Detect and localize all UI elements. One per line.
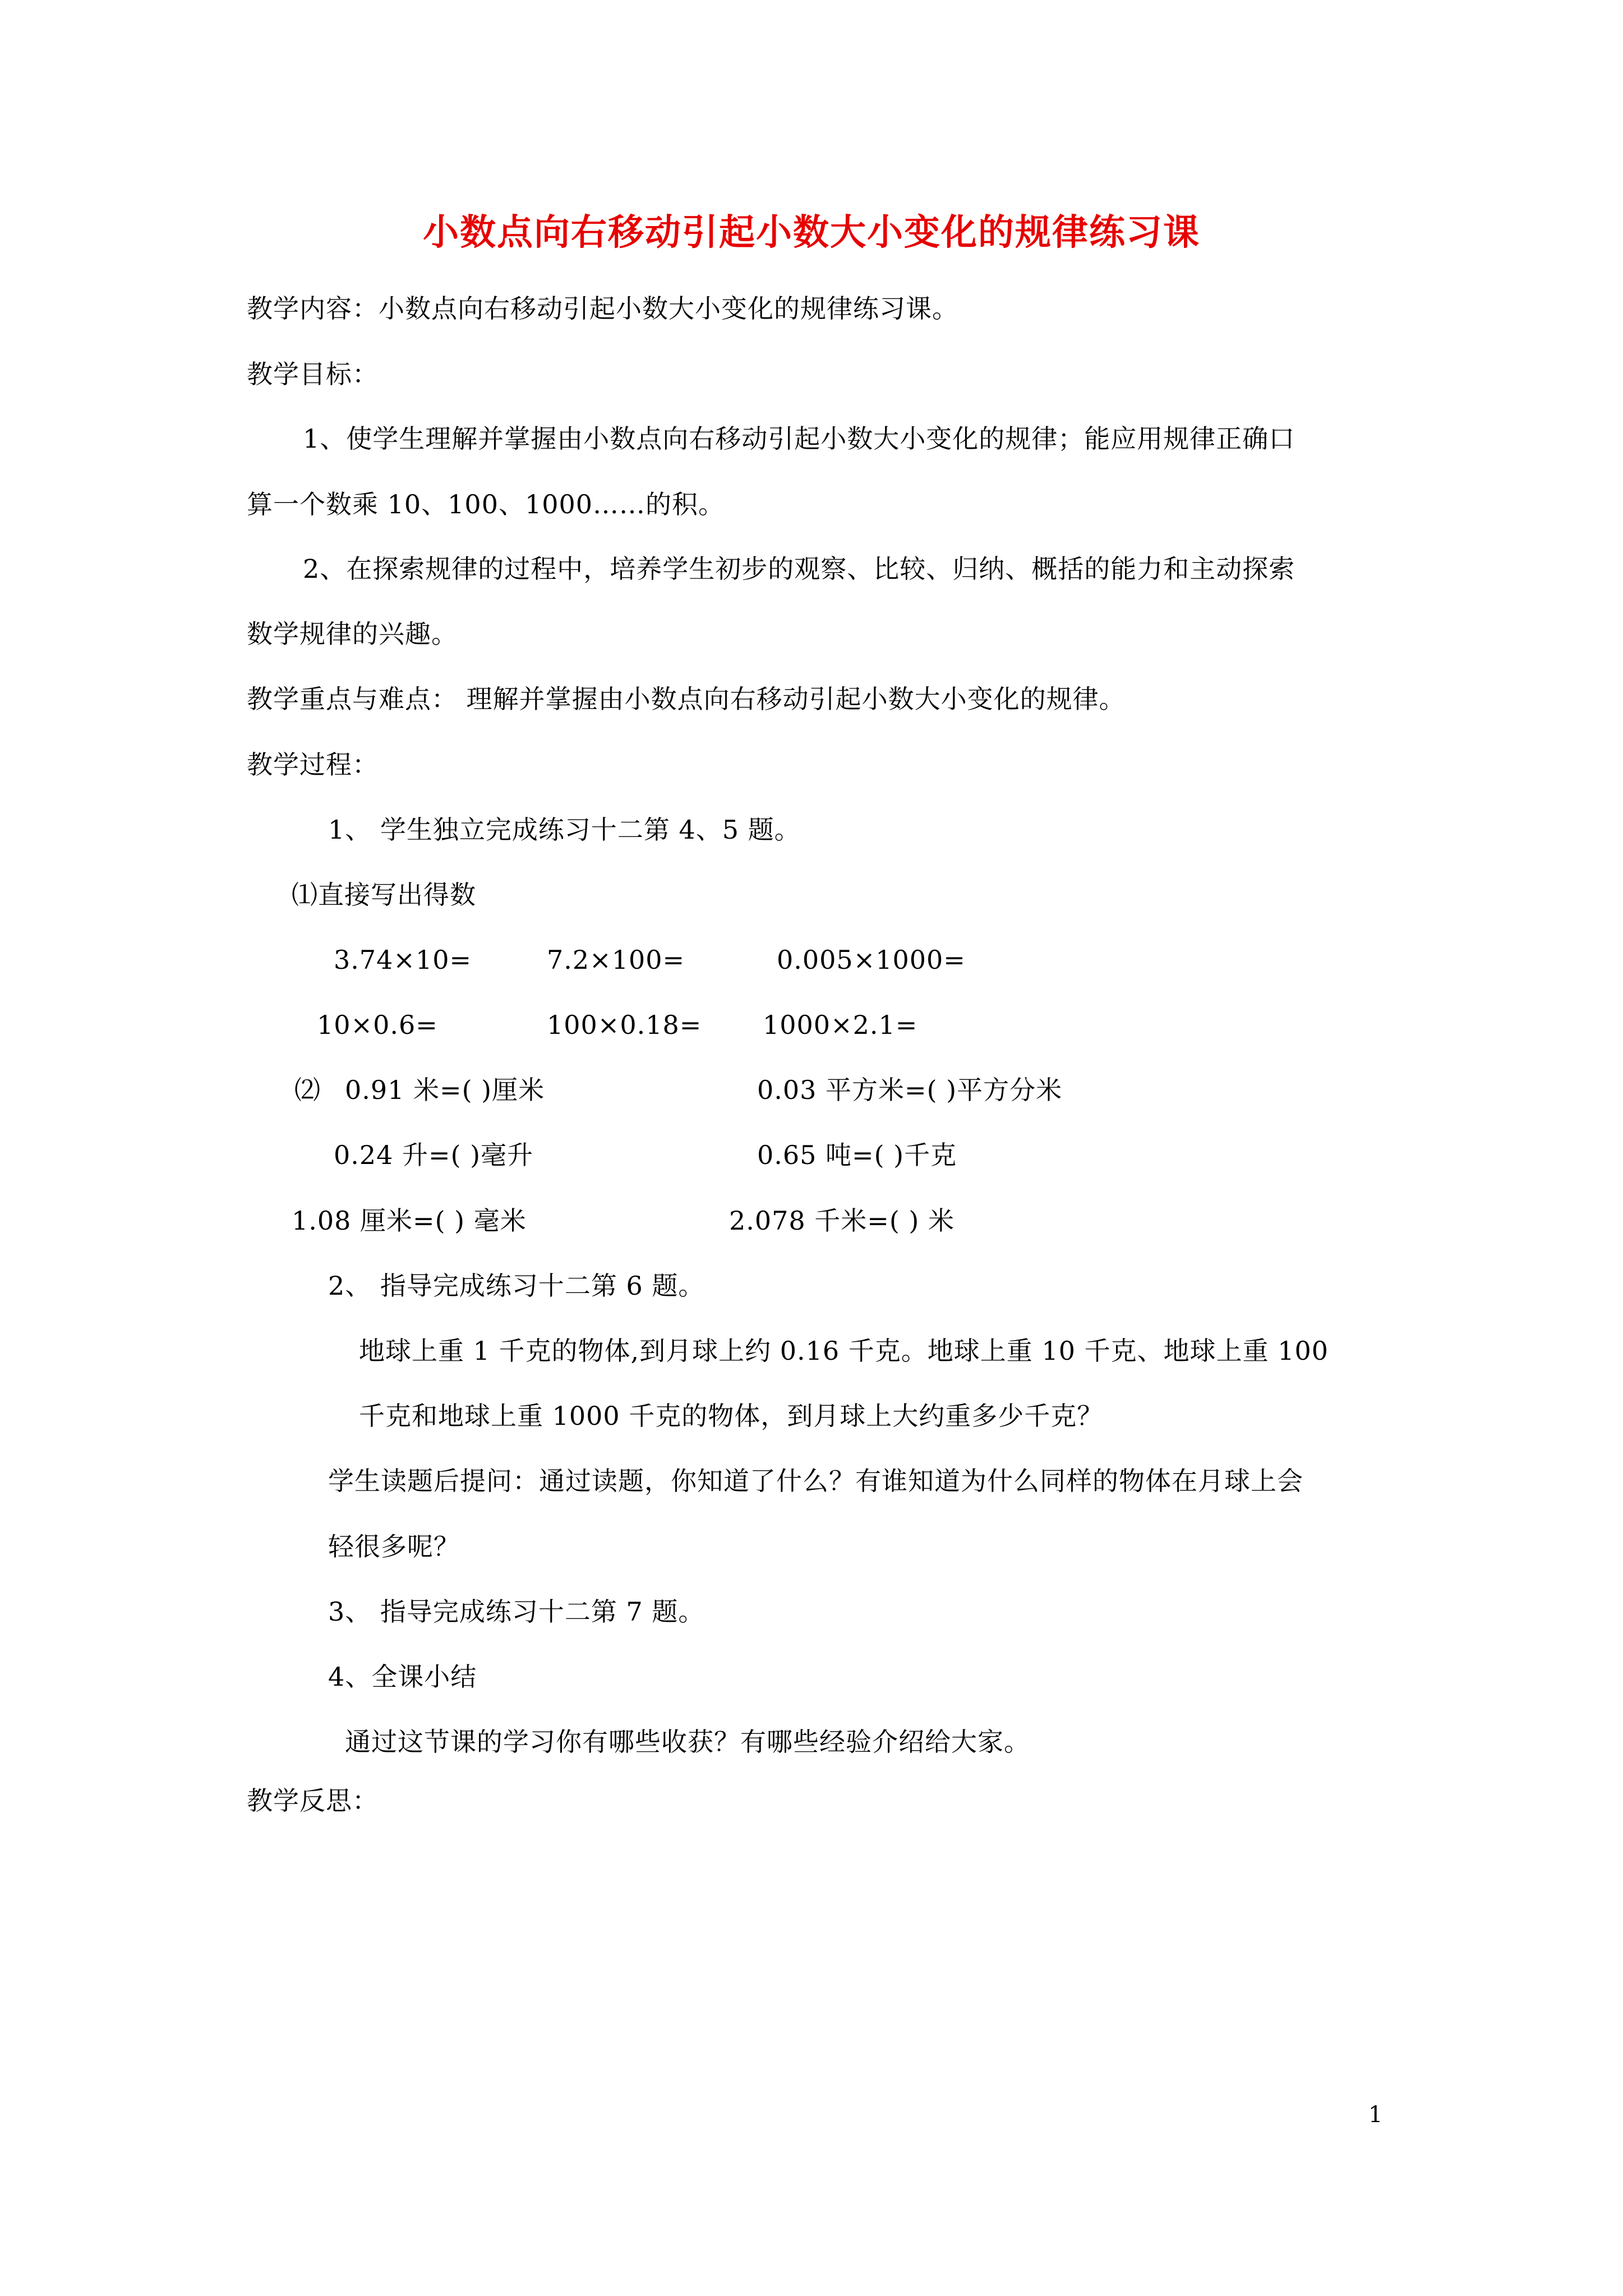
problem-line-1: 地球上重 1 千克的物体,到月球上约 0.16 千克。地球上重 10 千克、地球上重 100 [359, 1336, 1329, 1366]
question-1-heading: ⑴直接写出得数 [292, 880, 476, 910]
step-1: 1、 学生独立完成练习十二第 4、5 题。 [328, 815, 801, 845]
calc-item: 0.005×1000= [777, 945, 966, 975]
calc-item: 10×0.6= [317, 1010, 438, 1040]
step-4: 4、全课小结 [328, 1662, 477, 1692]
conversion-item: 0.24 升=( )毫升 [334, 1140, 534, 1170]
summary-text: 通过这节课的学习你有哪些收获？有哪些经验介绍给大家。 [345, 1727, 1030, 1757]
teaching-content: 教学内容：小数点向右移动引起小数大小变化的规律练习课。 [247, 293, 958, 324]
step-2: 2、 指导完成练习十二第 6 题。 [328, 1271, 705, 1301]
document-title: 小数点向右移动引起小数大小变化的规律练习课 [423, 211, 1200, 254]
calc-item: 100×0.18= [547, 1010, 702, 1040]
goal-2-line-2: 数学规律的兴趣。 [247, 619, 458, 649]
conversion-item: 0.91 米=( )厘米 [345, 1075, 545, 1105]
conversion-item: 2.078 千米=( ) 米 [729, 1205, 955, 1236]
calc-item: 1000×2.1= [763, 1010, 918, 1040]
problem-line-2: 千克和地球上重 1000 千克的物体，到月球上大约重多少千克？ [359, 1401, 1104, 1431]
step-3: 3、 指导完成练习十二第 7 题。 [328, 1596, 705, 1627]
page-number: 1 [1368, 2102, 1383, 2128]
calc-item: 3.74×10= [334, 945, 472, 975]
discussion-line-2: 轻很多呢？ [328, 1531, 460, 1562]
question-2-label: ⑵ [294, 1075, 321, 1105]
conversion-item: 1.08 厘米=( ) 毫米 [292, 1205, 527, 1236]
goal-1-line-1: 1、使学生理解并掌握由小数点向右移动引起小数大小变化的规律；能应用规律正确口 [303, 424, 1295, 454]
conversion-item: 0.03 平方米=( )平方分米 [757, 1075, 1063, 1105]
conversion-item: 0.65 吨=( )千克 [757, 1140, 957, 1170]
discussion-line-1: 学生读题后提问：通过读题，你知道了什么？有谁知道为什么同样的物体在月球上会 [328, 1466, 1303, 1496]
calc-item: 7.2×100= [547, 945, 685, 975]
process-heading: 教学过程： [247, 749, 379, 780]
key-points: 教学重点与难点： 理解并掌握由小数点向右移动引起小数大小变化的规律。 [247, 684, 1126, 714]
goal-2-line-1: 2、在探索规律的过程中，培养学生初步的观察、比较、归纳、概括的能力和主动探索 [303, 554, 1295, 584]
goals-heading: 教学目标： [247, 359, 379, 389]
reflection-heading: 教学反思： [247, 1786, 379, 1816]
goal-1-line-2: 算一个数乘 10、100、1000……的积。 [247, 489, 725, 519]
